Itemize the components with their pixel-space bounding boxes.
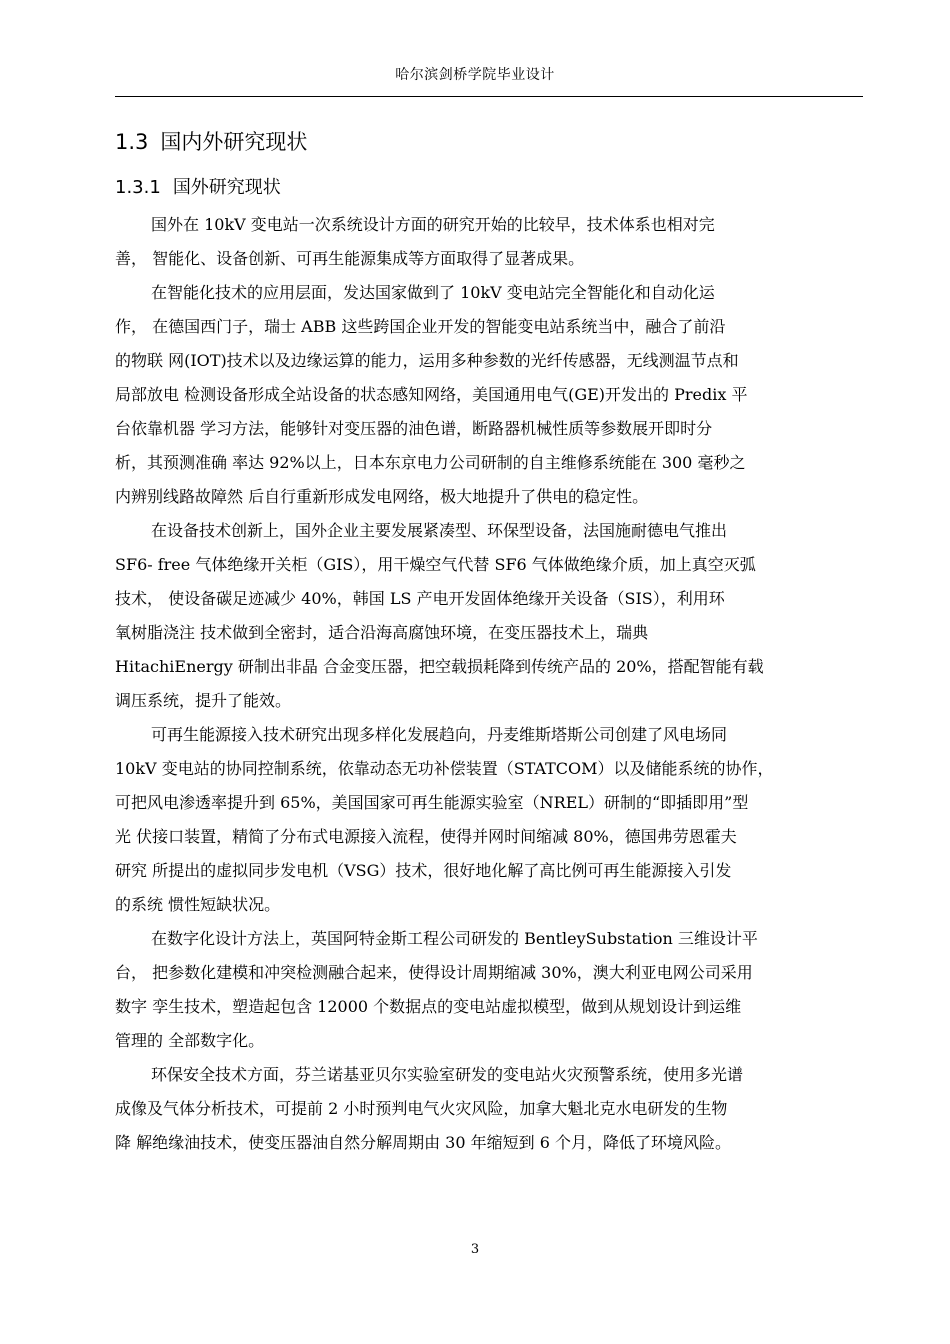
page-number: 3 [470,1242,480,1257]
paragraph-line: 数字 孪生技术，塑造起包含 12000 个数据点的变电站虚拟模型，做到从规划设计到运维 [115,997,742,1016]
paragraph-line: 的系统 惯性短缺状况。 [115,895,281,914]
paragraph-line: 善， 智能化、设备创新、可再生能源集成等方面取得了显著成果。 [115,249,585,268]
subsection-number: 1.3.1 [115,177,161,198]
paragraph-line: 氧树脂浇注 技术做到全密封，适合沿海高腐蚀环境，在变压器技术上，瑞典 [115,623,649,642]
paragraph [115,514,863,718]
paragraph-line: SF6- free 气体绝缘开关柜（GIS），用干燥空气代替 SF6 气体做绝缘介质，加上真空灭弧 [115,555,756,574]
paragraph-line: 局部放电 检测设备形成全站设备的状态感知网络，美国通用电气(GE)开发出的 Predix 平 [115,385,748,404]
subsection-heading [115,170,863,206]
paragraph-line: 作， 在德国西门子，瑞士 ABB 这些跨国企业开发的智能变电站系统当中，融合了前沿 [115,317,726,336]
paragraph-line: 10kV 变电站的协同控制系统，依靠动态无功补偿装置（STATCOM）以及储能系统的协作， [115,759,774,778]
paragraph-line: HitachiEnergy 研制出非晶 合金变压器，把空载损耗降到传统产品的 20%，搭配智能有载 [115,657,764,676]
paragraph-line: 在智能化技术的应用层面，发达国家做到了 10kV 变电站完全智能化和自动化运 [151,283,715,302]
body-text [115,208,863,1160]
paragraph-line: 在数字化设计方法上，英国阿特金斯工程公司研发的 BentleySubstation 三维设计平 [151,929,758,948]
paragraph-line: 国外在 10kV 变电站一次系统设计方面的研究开始的比较早，技术体系也相对完 [151,215,715,234]
page-header: 哈尔滨剑桥学院毕业设计 [395,67,555,83]
paragraph-line: 析，其预测准确 率达 92%以上，日本东京电力公司研制的自主维修系统能在 300 毫秒之 [115,453,746,472]
paragraph-line: 研究 所提出的虚拟同步发电机（VSG）技术，很好地化解了高比例可再生能源接入引发 [115,861,732,880]
subsection-title: 国外研究现状 [172,177,281,198]
paragraph [115,276,863,514]
paragraph-line: 环保安全技术方面，芬兰诺基亚贝尔实验室研发的变电站火灾预警系统，使用多光谱 [151,1065,744,1084]
paragraph-line: 降 解绝缘油技术，使变压器油自然分解周期由 30 年缩短到 6 个月，降低了环境风险。 [115,1133,731,1152]
paragraph-line: 光 伏接口装置，精简了分布式电源接入流程，使得并网时间缩减 80%，德国弗劳恩霍夫 [115,827,737,846]
page-content [115,124,863,1160]
paragraph-line: 调压系统，提升了能效。 [115,691,292,710]
section-number: 1.3 [115,130,149,154]
paragraph-line: 管理的 全部数字化。 [115,1031,265,1050]
paragraph [115,922,863,1058]
paragraph-line: 台依靠机器 学习方法，能够针对变压器的油色谱，断路器机械性质等参数展开即时分 [115,419,713,438]
paragraph [115,208,863,276]
paragraph-line: 可把风电渗透率提升到 65%，美国国家可再生能源实验室（NREL）研制的“即插即用”型 [115,793,749,812]
section-heading [115,124,863,160]
section-title: 国内外研究现状 [160,130,308,154]
paragraph-line: 内辨别线路故障然 后自行重新形成发电网络，极大地提升了供电的稳定性。 [115,487,649,506]
paragraph-line: 在设备技术创新上，国外企业主要发展紧凑型、环保型设备，法国施耐德电气推出 [151,521,728,540]
header-rule [115,96,863,97]
paragraph-line: 台， 把参数化建模和冲突检测融合起来，使得设计周期缩减 30%，澳大利亚电网公司采用 [115,963,753,982]
paragraph [115,1058,863,1160]
paragraph-line: 成像及气体分析技术，可提前 2 小时预判电气火灾风险，加拿大魁北克水电研发的生物 [115,1099,728,1118]
paragraph-line: 的物联 网(IOT)技术以及边缘运算的能力，运用多种参数的光纤传感器，无线测温节点和 [115,351,739,370]
paragraph-line: 技术， 使设备碳足迹减少 40%，韩国 LS 产电开发固体绝缘开关设备（SIS），利用环 [115,589,725,608]
paragraph-line: 可再生能源接入技术研究出现多样化发展趋向，丹麦维斯塔斯公司创建了风电场同 [151,725,728,744]
paragraph [115,718,863,922]
